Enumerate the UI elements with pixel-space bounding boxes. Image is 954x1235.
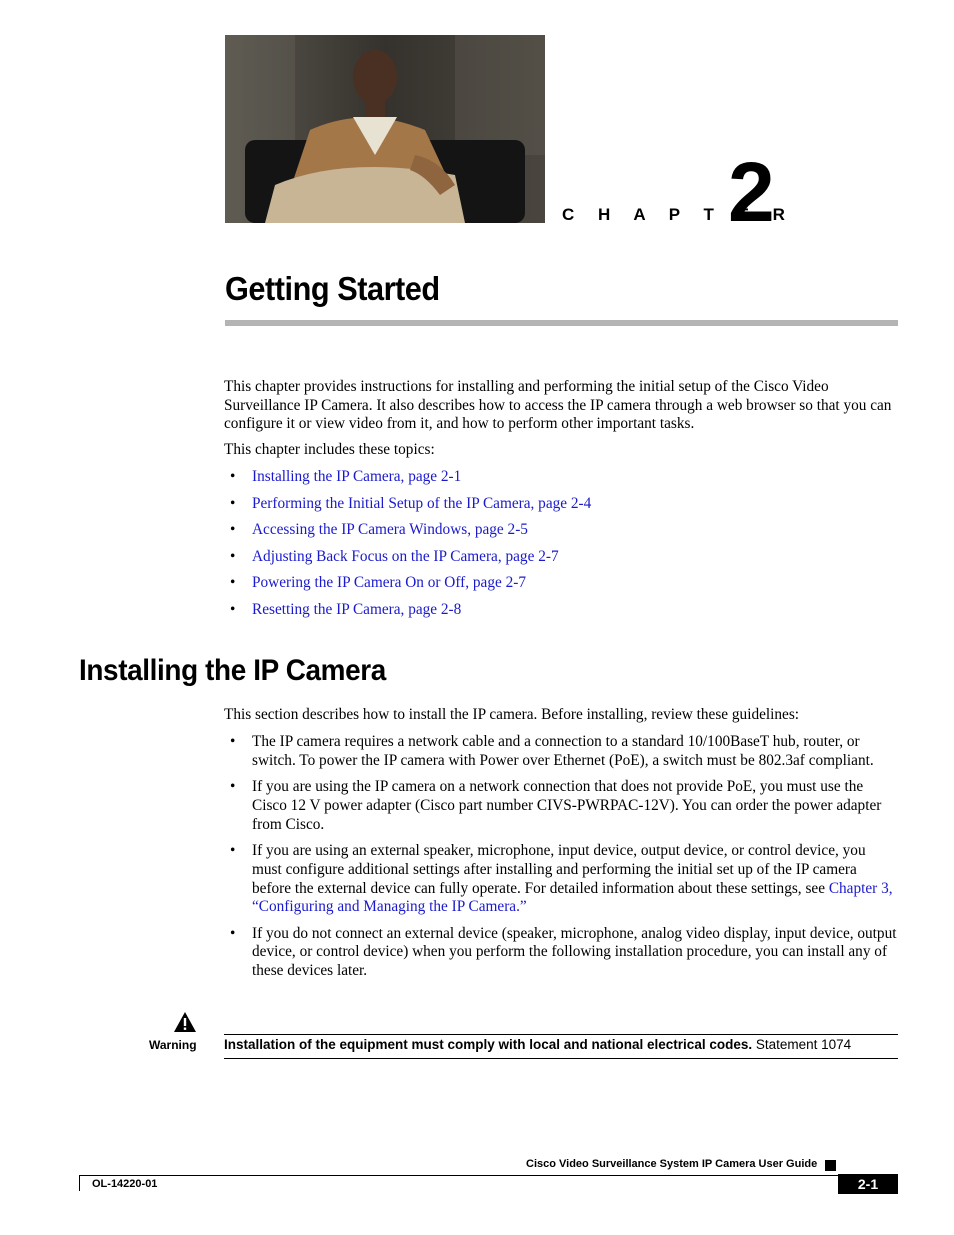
warning-icon	[173, 1011, 197, 1033]
title-rule	[225, 320, 898, 326]
list-item	[224, 467, 898, 494]
list-item	[224, 520, 898, 547]
page-title: Getting Started	[225, 270, 440, 307]
footer-marker	[825, 1160, 836, 1171]
guideline-text: If you are using an external speaker, microphone, input device, output device, or control device, you must configure additional settings after installing and performing the initial set up of the IP camera before the external device can fully operate. For detailed information about these settings, see	[252, 841, 866, 897]
bullet-icon: •	[230, 574, 236, 591]
topic-link[interactable]: Resetting the IP Camera, page 2-8	[252, 600, 462, 618]
page-number: 2-1	[838, 1174, 898, 1194]
bullet-icon: •	[230, 600, 236, 618]
list-item	[224, 600, 898, 627]
footer-left-tick	[79, 1175, 80, 1191]
guideline-list	[224, 733, 898, 989]
section-intro: This section describes how to install the IP camera. Before installing, review these guidelines:	[224, 706, 800, 723]
bullet-icon: •	[230, 547, 236, 565]
warning-text	[224, 1037, 851, 1053]
topics-lead: This chapter includes these topics:	[224, 441, 435, 458]
guideline-text: The IP camera requires a network cable and a connection to a standard 10/100BaseT hub, router, or switch. To power the IP camera with Power over Ethernet (PoE), a switch must be 802.3af compliant.	[252, 733, 874, 769]
list-item	[224, 778, 898, 834]
list-item	[224, 573, 898, 600]
intro-paragraph: This chapter provides instructions for installing and performing the initial setup of the Cisco Video Surveillance IP Camera. It also describes how to access the IP camera through a web browser so that you can configure it or view video from it, and how to perform other important tasks.	[224, 378, 892, 432]
bullet-icon: •	[230, 924, 236, 942]
list-item	[224, 733, 898, 771]
warning-bold-text: Installation of the equipment must comply with local and national electrical codes.	[224, 1037, 753, 1052]
topic-link[interactable]: Accessing the IP Camera Windows, page 2-5	[252, 521, 528, 538]
topic-link[interactable]: Performing the Initial Setup of the IP Camera, page 2-4	[252, 494, 592, 512]
topic-link[interactable]: Installing the IP Camera, page 2-1	[252, 468, 462, 485]
bullet-icon: •	[230, 778, 236, 796]
topic-link[interactable]: Powering the IP Camera On or Off, page 2-7	[252, 574, 526, 591]
bullet-icon: •	[230, 494, 236, 512]
list-item	[224, 547, 898, 574]
footer-rule	[79, 1175, 898, 1176]
guideline-text: If you are using the IP camera on a network connection that does not provide PoE, you must use the Cisco 12 V power adapter (Cisco part number CIVS-PWRPAC-12V). You can order the power adapter from Cisco.	[252, 778, 882, 833]
list-item	[224, 842, 898, 917]
bullet-icon: •	[230, 521, 236, 538]
topic-list	[224, 467, 898, 626]
chapter-photo	[225, 35, 545, 223]
person-photo-illustration	[225, 35, 545, 223]
chapter-number: 2	[728, 145, 775, 239]
bullet-icon: •	[230, 468, 236, 485]
topic-link[interactable]: Adjusting Back Focus on the IP Camera, page 2-7	[252, 547, 559, 565]
bullet-icon: •	[230, 733, 236, 750]
list-item	[224, 925, 898, 981]
warning-label: Warning	[149, 1038, 197, 1052]
section-title: Installing the IP Camera	[79, 654, 386, 687]
bullet-icon: •	[230, 841, 236, 859]
list-item	[224, 494, 898, 521]
warning-statement: Statement 1074	[752, 1037, 852, 1052]
guideline-text: If you do not connect an external device (speaker, microphone, analog video display, input device, output device, or control device) when you perform the following installation procedure, you can install any of these devices later.	[252, 924, 897, 980]
warning-bottom-rule	[224, 1058, 898, 1059]
warning-top-rule	[224, 1034, 898, 1035]
footer-guide-title: Cisco Video Surveillance System IP Camera User Guide	[526, 1158, 818, 1170]
chapter-3-link[interactable]: Chapter 3, “Configuring and Managing the IP Camera.”	[252, 879, 893, 916]
footer-doc-number: OL-14220-01	[92, 1178, 158, 1190]
chapter-label: C H A P T E R	[562, 205, 795, 224]
